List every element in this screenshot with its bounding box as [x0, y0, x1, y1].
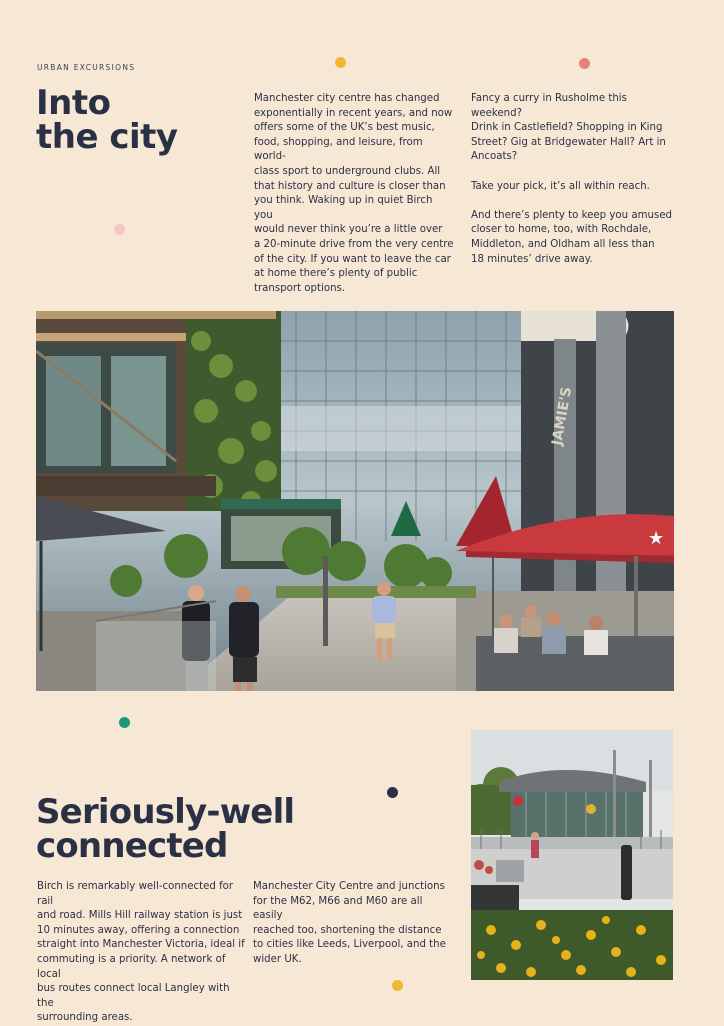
decorative-dot-yellow: [335, 57, 346, 68]
connected-paragraph-1: Birch is remarkably well-connected for rail and road. Mills Hill railway station is just 10 minutes away, offering a connection straight into Manchester Victoria, ideal if commuting is a priority. A network of local bus routes connect local Langley with the surrounding areas.: [37, 881, 245, 1024]
section-title-line-1: Seriously-well: [36, 792, 295, 832]
section-eyebrow: URBAN EXCURSIONS: [37, 63, 136, 72]
restaurant-sign: JAMIE'S: [549, 385, 576, 447]
city-street-photo: [36, 311, 674, 691]
umbrella-star: ★: [648, 528, 665, 549]
decorative-dot-pink: [114, 224, 125, 235]
decorative-dot-coral: [579, 58, 590, 69]
section-title-line-2: connected: [36, 826, 228, 866]
decorative-dot-yellow-bottom: [392, 980, 403, 991]
decorative-dot-navy: [387, 787, 398, 798]
station-photo: [471, 730, 673, 980]
intro-paragraph-1: Manchester city centre has changed exponentially in recent years, and now offers some of the UK’s best music, food, shopping, and leisure, from world- class sport to underground clubs. All that history and culture is closer than you think. Waking up in quiet Birch you would never think you’re a little over a 20-minute drive from the very centre of the city. If you want to leave the car at home there’s plenty of public transport options.: [254, 93, 454, 294]
section-title: [36, 792, 295, 866]
intro-paragraph-2: Fancy a curry in Rusholme this weekend? Drink in Castlefield? Shopping in King Street? Gig at Bridgewater Hall? Art in Ancoats? Take your pick, it’s all within reach. And there’s plenty to keep you amused closer to home, too, with Rochdale, Middleton, and Oldham all less than 18 minutes’ drive away.: [471, 93, 673, 265]
page-title-line-1: Into: [36, 83, 111, 123]
decorative-dot-green: [119, 717, 130, 728]
connected-paragraph-2: Manchester City Centre and junctions for the M62, M66 and M60 are all easily reached too, shortening the distance to cities like Leeds, Liverpool, and the wider UK.: [253, 881, 446, 965]
page-title: [36, 83, 178, 157]
page-title-line-2: the city: [36, 117, 178, 157]
